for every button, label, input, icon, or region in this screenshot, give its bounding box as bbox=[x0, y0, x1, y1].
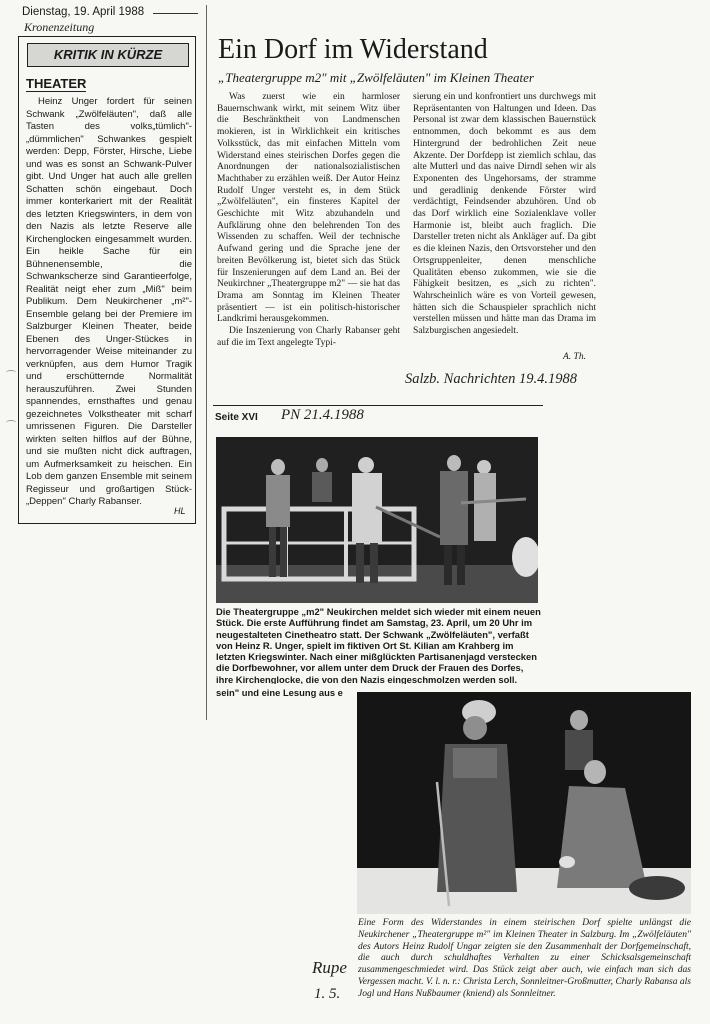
source-handwritten-pn: PN 21.4.1988 bbox=[281, 407, 364, 423]
bottom-caption: Eine Form des Widerstandes in einem steirischen Dorf spielte unlängst die Neukirchener „Theatergruppe m²" im Kleinen Theater in Salzburg. Im „Zwölfeläuten" des Autors Heinz Rudolf Ungar zeigten sie den Zusammenhalt der Dorfgemeinschaft, die auch durch schuldhaftes Verhalten zu einer Schicksalsgemeinschaft zusammengeschmiedet wird. Das Stück zeigt aber auch, wie einfach man sich das Vergessen macht. V. l. n. r.: Christa Lerch, Sonnleitner-Großmutter, Charly Rabansa als Jogl und Hans Nußbaumer (kniend) als Sonnleitner. bbox=[358, 918, 691, 999]
punch-mark-1 bbox=[6, 370, 16, 375]
source-handwritten-krone: Kronenzeitung bbox=[24, 20, 95, 34]
source-handwritten-sn: Salzb. Nachrichten 19.4.1988 bbox=[405, 371, 577, 387]
middle-top-rule bbox=[213, 405, 543, 406]
article-column-2: sierung ein und konfrontiert uns durchwegs mit Repräsentanten von Haltungen und Ideen. Das Personal ist zwar dem klassischen Bauernstück entnommen, doch bekommt es aus dem Hintergrund der bedrohlichen Zeit neue Akzente. Der Dorfdepp ist ziemlich schlau, das alte Mutterl und das naive Dirndl sehen wir als Exponenten des Ungehorsams, der stramme und geradlinig denkende Förster wird verdächtigt, Feindsender abzuhören. Und ob das Dorf wirklich eine Sozialenklave voller Harmonie ist, bleibt auch fraglich. Die Darsteller treten nicht als Ankläger auf. Da gibt es die kleinen Nazis, den Ortsvorsteher und den Ortsgruppenleiter, denen menschliche Qualitäten ebenso zukommen, wie sie die Fähigkeit besitzen, es „sich zu richten". Wahrscheinlich wäre es von Vorteil gewesen, hätten sich die Schauspieler sprachlich nicht verstellen müssen und hätte man das Drama im Salzburgischen angesiedelt. bbox=[413, 92, 596, 337]
article-column-1: Was zuerst wie ein harmloser Bauernschwank wirkt, mit seinem Witz über die Beschränktheit von Landmenschen mokieren, ist in Wirklichkeit ein kritisches Volksstück, das mit einfachen Mitteln vom Widerstand eines steirischen Dorfes gegen die Anordnungen der nationalsozialistischen Machthaber zu erzählen weiß. Der Autor Heinz Rudolf Unger versteht es, in dem Stück „Zwölfeläuten", ein finsteres Kapitel der Geschichte mit Witz abzuhandeln und Aufklärung ohne den belehrenden Ton des Wissenden zu schaffen. Weil der technische Aufwand gering und die Sprache jene der breiten Bevölkerung ist, bietet sich das Stück für Inszenierungen auf dem Land an. Bei der Neukirchner „Theatergruppe m2" — sie hat das Drama am Sonntag im Kleinen Theater präsentiert — ist ein politisch-historischer Landkrimi herausgekommen. Die Inszenierung von Charly Rabanser geht auf die im Text angelegte Typi- bbox=[217, 92, 400, 348]
gutter-rule bbox=[206, 5, 207, 720]
left-body: Heinz Unger fordert für seinen Schwank „Zwölfeläuten", daß alle Tasten des volks„tümlich"-„dümmlichen" Schwankes gespielt werden: Depp, Förster, Hirsche, Liebe und was es sonst an Schwank-Pulver gibt. Und Unger hat auch alle grellen Schatten schön eingebaut. Doch immer konterkariert mit der Realität des letzten Kriegswinters, in dem von den Nazis als letzte Reserve alle Kirchenglocken eingesammelt wurden. Ein heikle Sache für ein Bühnenensemble, die Schwankscherze sind Garantieerfolge, Realität neigt eher zum „Miß" beim Publikum. Dem Neukirchener „m²"-Ensemble gelang bei der Premiere im Salzburger Kleinen Theater, beide Ebenen des Unger-Stückes in hervorragender Weise miteinander zu verknüpfen, aus dem Humor Tragik und erschütternde Normalität herauszuführen. Zwei Stunden spannendes, ernsthaftes und genau gezeichnetes Volkstheater mit scharf umrissenen Figuren. Die Darsteller wirkten selten hilflos auf der Bühne, und sie mußten nicht dick auftragen, um Aufmerksamkeit zu heischen. Ein Lob dem ganzen Ensemble mit seinem Regisseur und großartigen Stück-„Deppen" Charly Rabanser. bbox=[26, 96, 192, 507]
dateline: Dienstag, 19. April 1988 bbox=[22, 6, 145, 18]
theater-photo-2 bbox=[357, 692, 691, 914]
punch-mark-2 bbox=[6, 420, 16, 425]
bottom-clipping bbox=[355, 690, 695, 1020]
left-clipping bbox=[18, 0, 198, 530]
theater-photo-1 bbox=[216, 437, 538, 603]
middle-caption-tail: sein" und eine Lesung aus e bbox=[216, 687, 343, 698]
banner-kritik: KRITIK IN KÜRZE bbox=[27, 43, 189, 67]
article-subheadline: „Theatergruppe m2" mit „Zwölfeläuten" im Kleinen Theater bbox=[218, 70, 534, 85]
article-author: A. Th. bbox=[563, 352, 586, 362]
middle-caption: Die Theatergruppe „m2" Neukirchen meldet sich wieder mit einem neuen Stück. Die erste Aufführung findet am Samstag, 23. April, um 20 Uhr im neugestalteten Cinetheatro statt. Der Schwank „Zwölfeläuten", verfaßt von Heinz R. Unger, spielt im fiktiven Ort St. Kilian am Krahberg im letzten Kriegswinter. Nach einer mißglückten Partisanenjagd verstecken die Dorfbewohner, vor allem unter dem Druck der Frauen des Dorfes, ihre Kirchenglocke, die von den Nazis eingeschmolzen werden soll. bbox=[216, 606, 541, 684]
left-author: HL bbox=[174, 506, 186, 516]
source-handwritten-rupe: Rupe bbox=[312, 958, 347, 977]
source-handwritten-date: 1. 5. bbox=[314, 986, 341, 1002]
dateline-rule bbox=[153, 13, 198, 14]
article-headline: Ein Dorf im Widerstand bbox=[218, 34, 488, 65]
section-title: THEATER bbox=[26, 76, 87, 91]
page-label: Seite XVI bbox=[215, 412, 258, 423]
middle-clipping bbox=[213, 403, 546, 713]
stage-scene-2 bbox=[357, 692, 691, 914]
stage-scene-1 bbox=[216, 437, 538, 603]
main-article bbox=[213, 34, 598, 394]
